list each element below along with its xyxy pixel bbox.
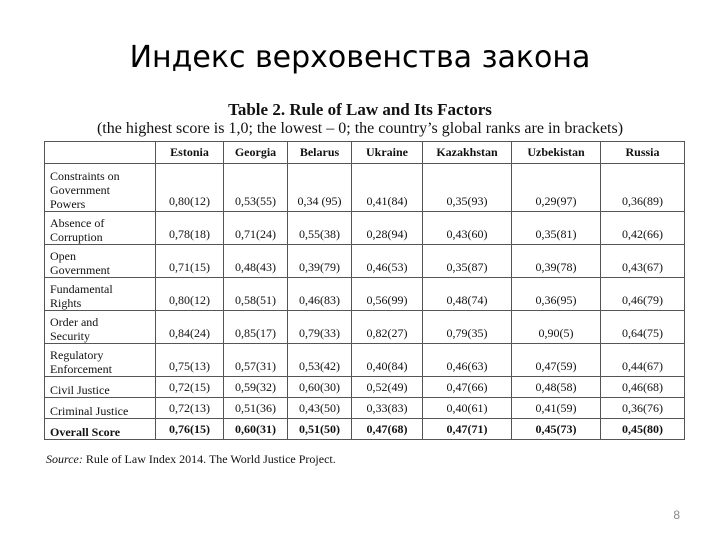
factor-label-line: Criminal Justice bbox=[50, 404, 129, 418]
factor-label-line: Regulatory bbox=[50, 348, 104, 362]
source-text: Rule of Law Index 2014. The World Justice Project. bbox=[82, 452, 336, 466]
score-cell: 0,45(80) bbox=[601, 419, 685, 440]
score-cell: 0,58(51) bbox=[224, 278, 288, 311]
factor-cell bbox=[45, 212, 156, 245]
page-number: 8 bbox=[673, 508, 680, 522]
factor-label-line: Security bbox=[50, 329, 90, 343]
column-header-kazakhstan: Kazakhstan bbox=[423, 142, 512, 164]
score-cell: 0,72(15) bbox=[156, 377, 224, 398]
table-header-row bbox=[45, 142, 685, 164]
source-note bbox=[46, 452, 336, 467]
score-cell: 0,71(24) bbox=[224, 212, 288, 245]
factor-label-line: Open bbox=[50, 249, 76, 263]
score-cell: 0,79(33) bbox=[288, 311, 352, 344]
score-cell: 0,35(93) bbox=[423, 164, 512, 212]
score-cell: 0,47(68) bbox=[352, 419, 423, 440]
score-cell: 0,42(66) bbox=[601, 212, 685, 245]
factor-label-line: Government bbox=[50, 183, 110, 197]
column-header-estonia: Estonia bbox=[156, 142, 224, 164]
score-cell: 0,59(32) bbox=[224, 377, 288, 398]
score-cell: 0,75(13) bbox=[156, 344, 224, 377]
score-cell: 0,40(61) bbox=[423, 398, 512, 419]
factor-cell bbox=[45, 377, 156, 398]
score-cell: 0,56(99) bbox=[352, 278, 423, 311]
factor-label-line: Corruption bbox=[50, 230, 103, 244]
score-cell: 0,43(50) bbox=[288, 398, 352, 419]
score-cell: 0,51(36) bbox=[224, 398, 288, 419]
table-row bbox=[45, 164, 685, 212]
score-cell: 0,71(15) bbox=[156, 245, 224, 278]
score-cell: 0,48(58) bbox=[512, 377, 601, 398]
score-cell: 0,64(75) bbox=[601, 311, 685, 344]
table-row bbox=[45, 212, 685, 245]
score-cell: 0,48(74) bbox=[423, 278, 512, 311]
score-cell: 0,43(67) bbox=[601, 245, 685, 278]
score-cell: 0,90(5) bbox=[512, 311, 601, 344]
score-cell: 0,46(53) bbox=[352, 245, 423, 278]
score-cell: 0,45(73) bbox=[512, 419, 601, 440]
column-header bbox=[45, 142, 156, 164]
score-cell: 0,51(50) bbox=[288, 419, 352, 440]
factor-cell bbox=[45, 398, 156, 419]
factor-label-line: Order and bbox=[50, 315, 99, 329]
rule-of-law-table bbox=[44, 141, 685, 440]
table-body bbox=[45, 164, 685, 440]
factor-label-line: Enforcement bbox=[50, 362, 112, 376]
table-row bbox=[45, 377, 685, 398]
score-cell: 0,53(55) bbox=[224, 164, 288, 212]
score-cell: 0,40(84) bbox=[352, 344, 423, 377]
score-cell: 0,80(12) bbox=[156, 278, 224, 311]
score-cell: 0,57(31) bbox=[224, 344, 288, 377]
score-cell: 0,28(94) bbox=[352, 212, 423, 245]
column-header-russia: Russia bbox=[601, 142, 685, 164]
factor-cell bbox=[45, 344, 156, 377]
score-cell: 0,60(31) bbox=[224, 419, 288, 440]
factor-label-line: Powers bbox=[50, 197, 86, 211]
score-cell: 0,84(24) bbox=[156, 311, 224, 344]
column-header-georgia: Georgia bbox=[224, 142, 288, 164]
score-cell: 0,79(35) bbox=[423, 311, 512, 344]
score-cell: 0,82(27) bbox=[352, 311, 423, 344]
score-cell: 0,53(42) bbox=[288, 344, 352, 377]
score-cell: 0,35(81) bbox=[512, 212, 601, 245]
score-cell: 0,39(78) bbox=[512, 245, 601, 278]
table-subtitle: (the highest score is 1,0; the lowest – 0; the country’s global ranks are in brackets) bbox=[96, 120, 624, 137]
score-cell: 0,36(95) bbox=[512, 278, 601, 311]
factor-label-line: Civil Justice bbox=[50, 383, 110, 397]
factor-label-line: Absence of bbox=[50, 216, 105, 230]
score-cell: 0,76(15) bbox=[156, 419, 224, 440]
table-caption bbox=[40, 100, 680, 138]
factor-label-line: Constraints on bbox=[50, 169, 120, 183]
factor-label-line: Overall Score bbox=[50, 425, 121, 439]
score-cell: 0,80(12) bbox=[156, 164, 224, 212]
table-row bbox=[45, 245, 685, 278]
score-cell: 0,41(59) bbox=[512, 398, 601, 419]
factor-label-line: Government bbox=[50, 263, 110, 277]
score-cell: 0,44(67) bbox=[601, 344, 685, 377]
table-title: Table 2. Rule of Law and Its Factors bbox=[228, 100, 492, 119]
table-row bbox=[45, 344, 685, 377]
factor-cell bbox=[45, 164, 156, 212]
score-cell: 0,36(76) bbox=[601, 398, 685, 419]
score-cell: 0,48(43) bbox=[224, 245, 288, 278]
score-cell: 0,55(38) bbox=[288, 212, 352, 245]
column-header-uzbekistan: Uzbekistan bbox=[512, 142, 601, 164]
factor-cell bbox=[45, 419, 156, 440]
source-label: Source: bbox=[46, 452, 83, 466]
column-header-ukraine: Ukraine bbox=[352, 142, 423, 164]
score-cell: 0,33(83) bbox=[352, 398, 423, 419]
score-cell: 0,72(13) bbox=[156, 398, 224, 419]
factor-cell bbox=[45, 278, 156, 311]
factor-cell bbox=[45, 311, 156, 344]
score-cell: 0,85(17) bbox=[224, 311, 288, 344]
slide-title: Индекс верховенства закона bbox=[129, 40, 591, 75]
table-row bbox=[45, 311, 685, 344]
factor-label-line: Rights bbox=[50, 296, 82, 310]
score-cell: 0,46(79) bbox=[601, 278, 685, 311]
column-header-belarus: Belarus bbox=[288, 142, 352, 164]
table-row bbox=[45, 278, 685, 311]
score-cell: 0,46(83) bbox=[288, 278, 352, 311]
score-cell: 0,47(71) bbox=[423, 419, 512, 440]
score-cell: 0,46(63) bbox=[423, 344, 512, 377]
score-cell: 0,36(89) bbox=[601, 164, 685, 212]
factor-label-line: Fundamental bbox=[50, 282, 113, 296]
score-cell: 0,35(87) bbox=[423, 245, 512, 278]
score-cell: 0,46(68) bbox=[601, 377, 685, 398]
factor-cell bbox=[45, 245, 156, 278]
score-cell: 0,34 (95) bbox=[288, 164, 352, 212]
score-cell: 0,60(30) bbox=[288, 377, 352, 398]
score-cell: 0,43(60) bbox=[423, 212, 512, 245]
score-cell: 0,47(66) bbox=[423, 377, 512, 398]
score-cell: 0,78(18) bbox=[156, 212, 224, 245]
table-row bbox=[45, 419, 685, 440]
score-cell: 0,52(49) bbox=[352, 377, 423, 398]
score-cell: 0,41(84) bbox=[352, 164, 423, 212]
score-cell: 0,29(97) bbox=[512, 164, 601, 212]
score-cell: 0,39(79) bbox=[288, 245, 352, 278]
table-row bbox=[45, 398, 685, 419]
score-cell: 0,47(59) bbox=[512, 344, 601, 377]
